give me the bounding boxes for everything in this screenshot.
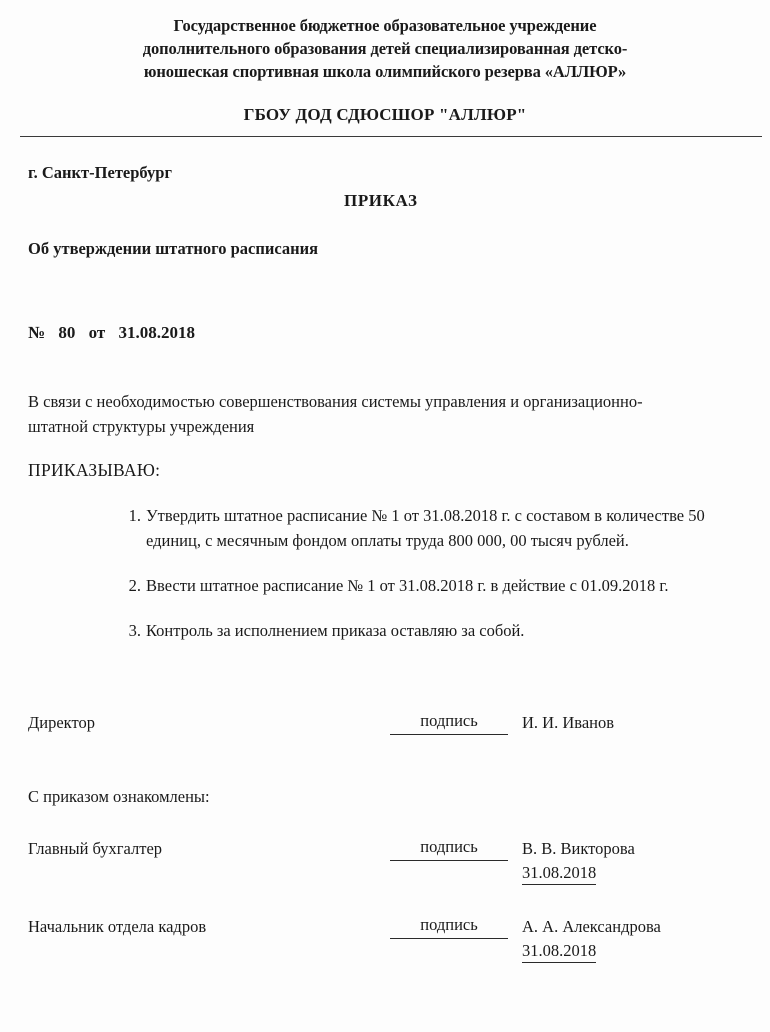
signature-row-accountant — [28, 837, 742, 885]
acknowledgement-notice: С приказом ознакомлены: — [28, 787, 210, 806]
organization-short-name: ГБОУ ДОД СДЮСШОР "АЛЛЮР" — [243, 105, 527, 124]
document-number: 80 — [58, 323, 76, 342]
document-date: 31.08.2018 — [118, 323, 195, 342]
signatory-name: И. И. Иванов — [522, 713, 615, 732]
header-divider — [20, 136, 762, 137]
list-item-text: Контроль за исполнением приказа оставляю за собой. — [146, 621, 525, 640]
list-item-text: Утвердить штатное расписание № 1 от 31.08.2018 г. с составом в количестве 50 единиц, с месячным фондом оплаты труда 800 000, 00 тысяч рублей. — [146, 506, 705, 550]
list-item — [128, 618, 742, 643]
organization-name-line-3: юношеская спортивная школа олимпийского резерва «АЛЛЮР» — [143, 62, 627, 81]
signature-line: подпись — [390, 915, 508, 939]
number-symbol: № — [28, 323, 46, 342]
signature-line: подпись — [390, 711, 508, 735]
document-subject: Об утверждении штатного расписания — [28, 239, 319, 258]
signatory-date: 31.08.2018 — [522, 940, 596, 963]
document-number-line — [28, 323, 742, 343]
organization-header — [0, 0, 770, 83]
signature-row-hr-head — [28, 915, 742, 963]
organization-name-line-2: дополнительного образования детей специализированная детско- — [142, 39, 628, 58]
order-keyword: ПРИКАЗЫВАЮ: — [28, 460, 161, 480]
signature-line: подпись — [390, 837, 508, 861]
preamble-text: В связи с необходимостью совершенствования системы управления и организационно-штатной структуры учреждения — [28, 392, 643, 436]
signatory-date: 31.08.2018 — [522, 862, 596, 885]
signatory-name-and-date — [522, 915, 661, 963]
list-item-marker: 1. — [128, 506, 141, 525]
list-item — [128, 573, 742, 598]
document-body — [0, 389, 770, 643]
signatory-name-and-date — [522, 837, 635, 885]
signature-section — [0, 663, 770, 963]
signature-row-director — [28, 711, 742, 735]
city-label: г. Санкт-Петербург — [28, 163, 172, 182]
signatory-name: А. А. Александрова — [522, 917, 661, 936]
list-item-marker: 3. — [128, 621, 141, 640]
signatory-role: Начальник отдела кадров — [28, 917, 207, 936]
date-preposition: от — [88, 323, 106, 342]
signatory-role: Главный бухгалтер — [28, 839, 163, 858]
list-item — [128, 503, 742, 553]
organization-name-line-1: Государственное бюджетное образовательное учреждение — [173, 16, 597, 35]
signatory-role: Директор — [28, 713, 95, 732]
document-meta — [0, 163, 770, 343]
list-item-text: Ввести штатное расписание № 1 от 31.08.2018 г. в действие с 01.09.2018 г. — [146, 576, 669, 595]
signatory-name: В. В. Викторова — [522, 839, 635, 858]
document-kind-title: ПРИКАЗ — [344, 191, 418, 210]
list-item-marker: 2. — [128, 576, 141, 595]
order-items-list — [28, 503, 742, 643]
